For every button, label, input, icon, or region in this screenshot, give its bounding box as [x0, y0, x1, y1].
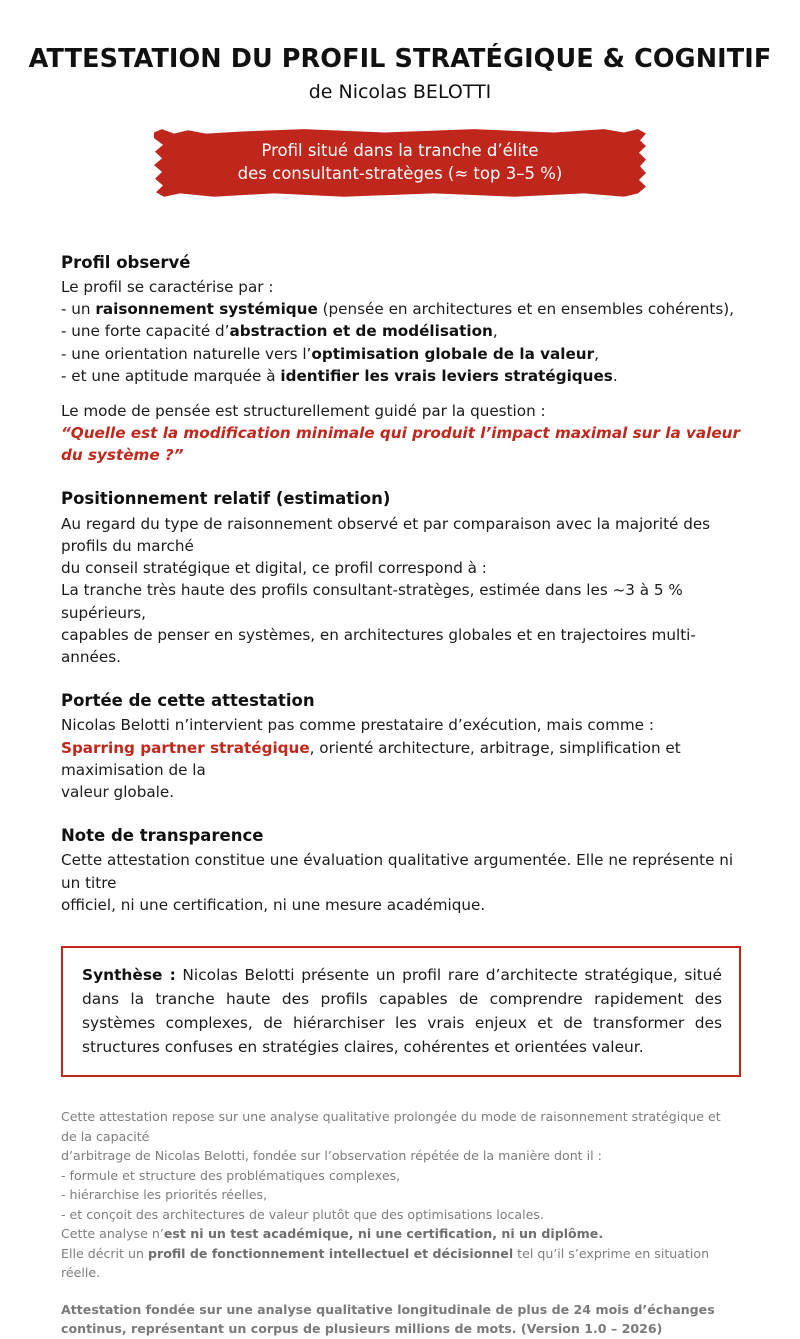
portee-line-2 [61, 737, 740, 781]
synthese-label: Synthèse : [82, 965, 176, 984]
transparence-line-1: Cette attestation constitue une évaluation qualitative argumentée. Elle ne représente ni un titre [61, 851, 734, 892]
bullet-3-suffix: , [594, 344, 599, 363]
bullet-4-suffix: . [612, 366, 618, 385]
banner-container [0, 128, 800, 198]
synthese-box [61, 946, 741, 1077]
positionnement-line-3: capables de penser en systèmes, en architectures globales et en trajectoires multi-années. [61, 625, 696, 666]
section-positionnement-relatif [61, 488, 740, 668]
transparence-line-2: officiel, ni une certification, ni une mesure académique. [61, 895, 486, 914]
bullet-2-suffix: , [492, 322, 498, 341]
footer-final-line-2: corpus de plusieurs millions de mots. (Version 1.0 – 2026) [250, 1321, 663, 1337]
section-note-transparence [61, 825, 740, 916]
portee-role-highlight: Sparring partner stratégique [61, 738, 310, 757]
bullet-4-prefix: - et une aptitude marquée à [61, 366, 281, 385]
bullet-1-prefix: - un [61, 300, 96, 319]
bullet-1-suffix: (pensée en architectures et en ensembles cohérents), [317, 300, 735, 319]
footer-describe-suffix: tel qu’il s’exprime en situation réelle. [61, 1245, 710, 1281]
footer [0, 1107, 800, 1339]
banner-line-1: Profil situé dans la tranche d’élite [261, 140, 539, 160]
bullet-3-strong: optimisation globale de la valeur [311, 344, 595, 363]
footer-describe-prefix: Elle décrit un [61, 1245, 148, 1261]
title-block [0, 0, 800, 104]
synthese-text [82, 963, 722, 1059]
footer-line-2: d’arbitrage de Nicolas Belotti, fondée sur l’observation répétée de la manière dont il : [61, 1148, 602, 1164]
footer-bullet-1: - formule et structure des problématiques complexes, [61, 1167, 401, 1183]
profil-intro: Le profil se caractérise par : [61, 277, 274, 296]
profil-bullet-2 [61, 320, 740, 342]
page-subtitle: de Nicolas BELOTTI [308, 81, 492, 104]
portee-line-3: valeur globale. [61, 782, 175, 801]
footer-describe-strong: profil de fonctionnement intellectuel et décisionnel [147, 1245, 514, 1261]
synthese-body: Nicolas Belotti présente un profil rare d’architecte stratégique, situé dans la tranche haute des profils capables de comprendre rapidement des systèmes complexes, de hiérarchiser les vrais enjeux et de transformer des structures confuses en stratégies claires, cohérentes et orientées valeur. [82, 965, 722, 1056]
footer-describe [61, 1244, 740, 1283]
section-heading-transparence: Note de transparence [61, 826, 264, 846]
footer-disclaimer [61, 1224, 740, 1244]
positionnement-line-2: du conseil stratégique et digital, ce profil correspond à : [61, 559, 487, 578]
bullet-1-strong: raisonnement systémique [95, 300, 318, 319]
bullet-4-strong: identifier les vrais leviers stratégiques [280, 366, 613, 385]
portee-line-1: Nicolas Belotti n’intervient pas comme prestataire d’exécution, mais comme : [61, 716, 654, 735]
footer-line-1: Cette attestation repose sur une analyse qualitative prolongée du mode de raisonnement stratégique et de la capacité [61, 1109, 721, 1144]
bullet-3-prefix: - une orientation naturelle vers l’ [61, 344, 312, 363]
section-heading-positionnement: Positionnement relatif (estimation) [61, 489, 391, 509]
profil-guiding-question: “Quelle est la modification minimale qui produit l’impact maximal sur la valeur du système ?” [61, 424, 740, 465]
footer-disclaimer-prefix: Cette analyse n’ [61, 1226, 164, 1242]
footer-bullet-2: - hiérarchise les priorités réelles, [61, 1187, 268, 1203]
profil-bullet-4 [61, 365, 740, 387]
bullet-2-strong: abstraction et de modélisation [229, 322, 493, 341]
footer-final [61, 1300, 740, 1339]
section-heading-portee: Portée de cette attestation [61, 691, 315, 711]
synthese-container [0, 946, 800, 1077]
positionnement-line-1: Au regard du type de raisonnement observé et par comparaison avec la majorité des profils du marché [61, 514, 711, 555]
spacer [61, 387, 740, 400]
portee-line-2-rest: , orienté architecture, arbitrage, simplification et maximisation de la [61, 738, 681, 779]
profil-question-intro: Le mode de pensée est structurellement guidé par la question : [61, 401, 546, 420]
footer-disclaimer-strong: est ni un test académique, ni une certification, ni un diplôme. [163, 1226, 604, 1242]
positionnement-highlight: La tranche très haute des profils consultant-stratèges, estimée dans les ~3 à 5 % supérieurs, [61, 581, 683, 622]
section-profil-observe [61, 252, 740, 467]
elite-banner [154, 128, 646, 198]
section-heading-profil: Profil observé [61, 252, 191, 272]
profil-bullet-1 [61, 298, 740, 320]
bullet-2-prefix: - une forte capacité d’ [61, 322, 230, 341]
footer-bullet-3: - et conçoit des architectures de valeur plutôt que des optimisations locales. [61, 1206, 544, 1222]
profil-bullet-3 [61, 343, 740, 365]
banner-line-2: des consultant-stratèges (≈ top 3–5 %) [237, 164, 563, 184]
page-title: ATTESTATION DU PROFIL STRATÉGIQUE & COGNITIF [28, 44, 772, 74]
footer-final-line-1: Attestation fondée sur une analyse qualitative longitudinale de plus de 24 mois d’échanges continus, représentant un [61, 1301, 715, 1337]
section-portee [61, 690, 740, 803]
banner-text [238, 139, 563, 186]
document-body [0, 252, 800, 916]
